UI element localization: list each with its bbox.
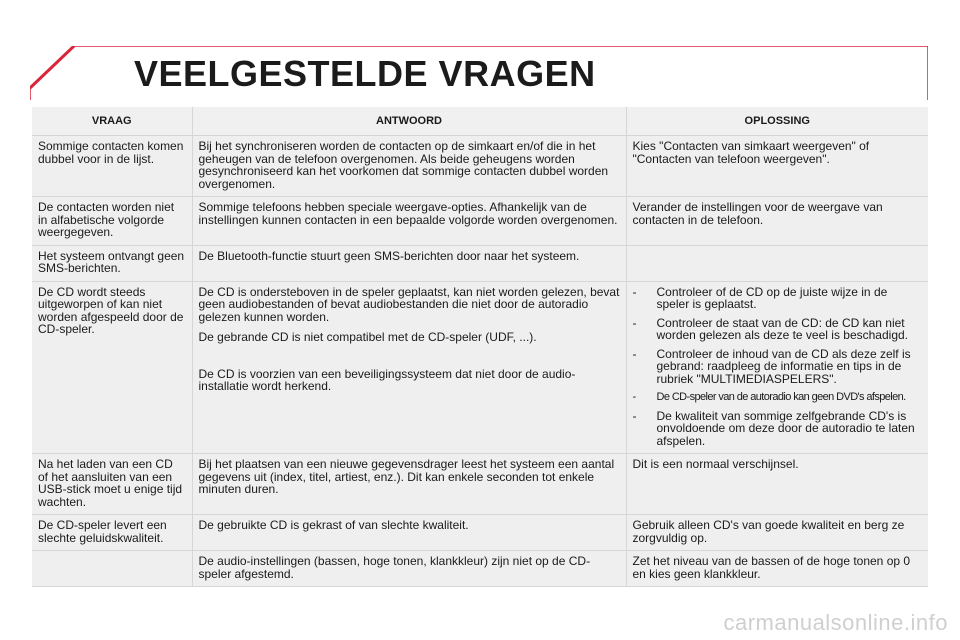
solution-list-item — [633, 348, 923, 386]
faq-table — [32, 107, 928, 587]
answer-text: De gebruikte CD is gekrast of van slechte kwaliteit. — [198, 518, 469, 532]
solution-cell: Dit is een normaal verschijnsel. — [626, 454, 928, 515]
table-row — [32, 245, 928, 281]
list-dash: - — [632, 346, 637, 361]
column-header-solution: OPLOSSING — [626, 107, 928, 136]
answer-text: De Bluetooth-functie stuurt geen SMS-berichten door naar het systeem. — [198, 248, 580, 263]
column-header-question: VRAAG — [32, 107, 192, 136]
question-cell — [32, 551, 192, 587]
table-row — [32, 515, 928, 551]
answer-cell — [192, 454, 626, 515]
question-cell: De CD-speler levert een slechte geluidskwaliteit. — [32, 515, 192, 551]
answer-text: De gebrande CD is niet compatibel met de CD-speler (UDF, ...). — [198, 330, 537, 344]
list-dash: - — [632, 408, 637, 423]
answer-text: De CD is ondersteboven in de speler geplaatst, kan niet worden gelezen, bevat geen audiobestanden of bevat audiobestanden die niet door de autoradio gelezen kunnen worden. — [198, 284, 620, 324]
solution-list-item — [633, 391, 923, 404]
solution-list-item — [633, 286, 923, 311]
solution-cell: Zet het niveau van de bassen of de hoge tonen op 0 en kies geen klankkleur. — [626, 551, 928, 587]
question-cell: Het systeem ontvangt geen SMS-berichten. — [32, 245, 192, 281]
list-dash: - — [632, 284, 637, 299]
answer-cell — [192, 245, 626, 281]
answer-cell — [192, 515, 626, 551]
solution-cell — [626, 245, 928, 281]
solution-list-item — [633, 317, 923, 342]
solution-item-text: Controleer of de CD op de juiste wijze in de speler is geplaatst. — [656, 284, 888, 311]
question-cell: De CD wordt steeds uitgeworpen of kan niet worden afgespeeld door de CD-speler. — [32, 281, 192, 454]
answer-text: Bij het synchroniseren worden de contacten op de simkaart en/of die in het geheugen van de telefoon overgenomen. Als beide geheugens worden gesynchroniseerd kan het voorkomen dat sommige contacten dubbel worden overgenomen. — [198, 139, 609, 191]
list-dash: - — [632, 315, 637, 330]
answer-text: De audio-instellingen (bassen, hoge tonen, klankkleur) zijn niet op de CD-speler afgestemd. — [198, 554, 591, 581]
answer-cell — [192, 136, 626, 197]
page-title: VEELGESTELDE VRAGEN — [134, 53, 596, 94]
header-red-corner — [30, 46, 74, 88]
answer-cell — [192, 197, 626, 246]
solution-item-text: De kwaliteit van sommige zelfgebrande CD's is onvoldoende om deze door de autoradio te laten afspelen. — [656, 408, 915, 448]
table-row — [32, 454, 928, 515]
question-cell: De contacten worden niet in alfabetische volgorde weergegeven. — [32, 197, 192, 246]
solution-cell — [626, 281, 928, 454]
table-row — [32, 281, 928, 454]
watermark-text: carmanualsonline.info — [723, 610, 948, 635]
table-row — [32, 136, 928, 197]
solution-list-item — [633, 410, 923, 448]
answer-cell — [192, 551, 626, 587]
question-cell: Na het laden van een CD of het aansluiten van een USB-stick moet u enige tijd wachten. — [32, 454, 192, 515]
list-dash: - — [632, 391, 636, 403]
solution-cell: Kies "Contacten van simkaart weergeven" of "Contacten van telefoon weergeven". — [626, 136, 928, 197]
question-cell: Sommige contacten komen dubbel voor in de lijst. — [32, 136, 192, 197]
answer-text: Sommige telefoons hebben speciale weergave-opties. Afhankelijk van de instellingen kunnen contacten in een bepaalde volgorde worden overgenomen. — [198, 200, 618, 227]
answer-text: Bij het plaatsen van een nieuwe gegevensdrager leest het systeem een aantal gegevens uit (index, titel, artiest, enz.). Dit kan enkele seconden tot enkele minuten duren. — [198, 457, 615, 496]
answer-cell — [192, 281, 626, 454]
table-row — [32, 197, 928, 246]
column-header-answer: ANTWOORD — [192, 107, 626, 136]
solution-item-text: Controleer de inhoud van de CD als deze zelf is gebrand: raadpleeg de informatie en tips in de rubriek "MULTIMEDIASPELERS". — [656, 346, 911, 386]
answer-text: De CD is voorzien van een beveiligingssysteem dat niet door de audio-installatie wordt herkend. — [198, 366, 576, 393]
solution-cell: Gebruik alleen CD's van goede kwaliteit en berg ze zorgvuldig op. — [626, 515, 928, 551]
solution-cell: Verander de instellingen voor de weergave van contacten in de telefoon. — [626, 197, 928, 246]
solution-item-text: De CD-speler van de autoradio kan geen DVD's afspelen. — [656, 391, 906, 403]
table-row — [32, 551, 928, 587]
table-header-row — [32, 107, 928, 136]
solution-item-text: Controleer de staat van de CD: de CD kan niet worden gelezen als deze te veel is beschadigd. — [656, 315, 908, 342]
solution-list — [633, 286, 923, 448]
